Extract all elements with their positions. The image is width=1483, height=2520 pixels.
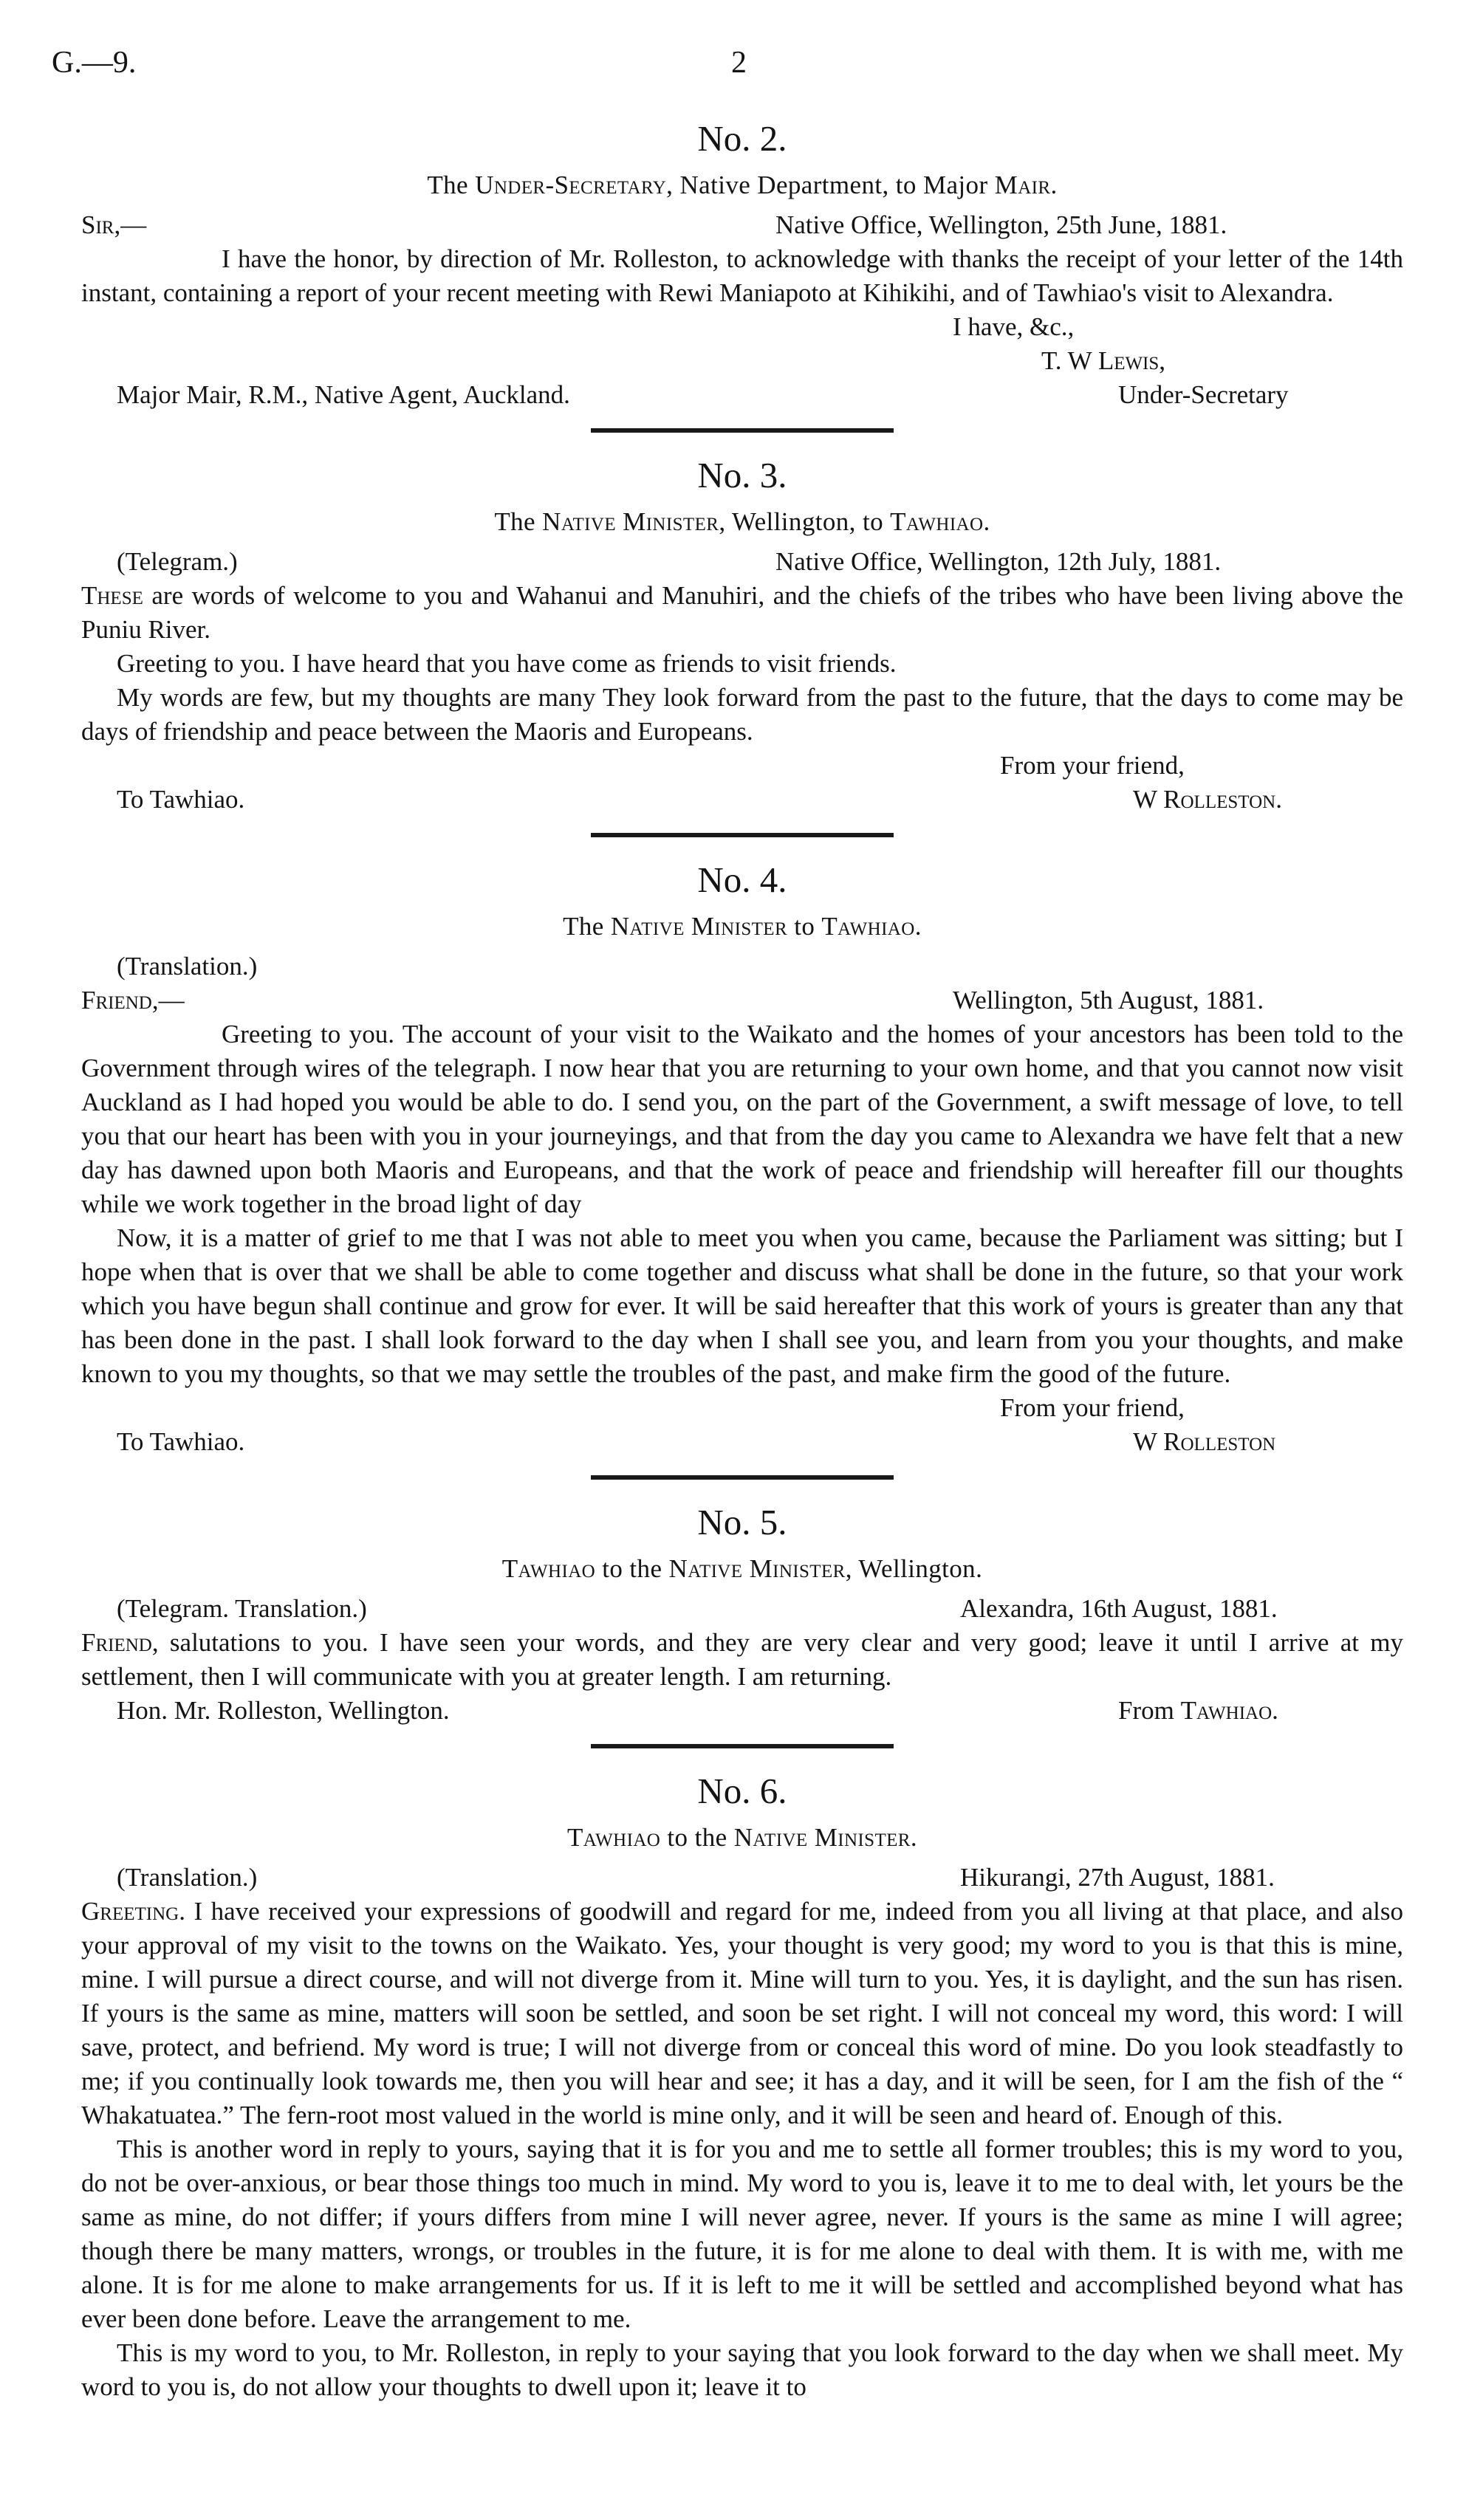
document-note: (Telegram.) — [117, 547, 238, 576]
letter-paragraph: This is my word to you, to Mr. Rolleston, in reply to your saying that you look forward to the day when we shall meet. My word to you is, do not allow your thoughts to dwell upon it; leave it to — [81, 2338, 1403, 2401]
document-note: (Translation.) — [117, 1863, 258, 1892]
section-divider — [591, 833, 894, 837]
section-no-2 — [81, 117, 1403, 433]
place-date: Hikurangi, 27th August, 1881. — [960, 1863, 1275, 1892]
section-no-3 — [81, 453, 1403, 837]
letter-paragraph: Greeting to you. The account of your visit to the Waikato and the homes of your ancestors has been told to the Government through wires of the telegraph. I now hear that you are returning to your own home, and that you cannot now visit Auckland as I had hoped you would be able to do. I send you, on the part of the Government, a swift message of love, to tell you that our heart has been with you in your journeyings, and that from the day you came to Alexandra we have felt that a new day has dawned upon both Maoris and Europeans, and that the work of peace and friendship will hereafter fill our thoughts while we work together in the broad light of day — [81, 1020, 1403, 1218]
section-number: No. 5. — [697, 1502, 787, 1542]
addressee: To Tawhiao. — [117, 785, 245, 814]
letter-paragraph: These are words of welcome to you and Wahanui and Manuhiri, and the chiefs of the tribes who have been living above the Puniu River. — [81, 581, 1403, 644]
closing: From your friend, — [1000, 751, 1185, 780]
signature: W Rolleston — [1133, 1427, 1276, 1456]
section-no-5 — [81, 1500, 1403, 1748]
section-divider — [591, 1475, 894, 1480]
letter-paragraph: Greeting. I have received your expressions of goodwill and regard for me, indeed from you all living at that place, and also your approval of my visit to the towns on the Waikato. Yes, your thought is very good; my word to you is that this is mine, mine. I will pursue a direct course, and will not diverge from it. Mine will turn to you. Yes, it is daylight, and the sun has risen. If yours is the same as mine, matters will soon be settled, and soon be set right. I will not conceal my word, this word: I will save, protect, and befriend. My word is true; I will not diverge from or conceal this word of mine. Do you look steadfastly to me; if you continually look towards me, then you will hear and see; it has a day, and it will be seen, for I am the fish of the “ Whakatuatea.” The fern-root most valued in the world is mine only, and it will be seen and heard of. Enough of this. — [81, 1897, 1403, 2129]
place-date: Alexandra, 16th August, 1881. — [960, 1594, 1278, 1623]
series-reference: G.—9. — [52, 46, 137, 80]
page-number: 2 — [731, 46, 747, 80]
letter-paragraph: This is another word in reply to yours, saying that it is for you and me to settle all former troubles; this is my word to you, do not be over-anxious, or bear those things too much in mind. My word to you is, leave it to me to deal with, let yours be the same as mine, do not differ; if yours differs from mine I will never agree, never. If yours is the same as mine I will agree; though there be many matters, wrongs, or troubles in the future, it is for me alone to deal with them. It is with me, with me alone. It is for me alone to make arrangements for us. If it is left to me it will be settled and accomplished beyond what has ever been done before. Leave the arrangement to me. — [81, 2135, 1403, 2333]
place-date: Native Office, Wellington, 25th June, 1881. — [775, 210, 1227, 239]
signature: From Tawhiao. — [1118, 1696, 1278, 1725]
section-number: No. 3. — [697, 455, 787, 495]
section-title: The Native Minister, Wellington, to Tawhiao. — [494, 507, 990, 536]
closing: From your friend, — [1000, 1393, 1185, 1422]
letter-paragraph: Friend, salutations to you. I have seen your words, and they are very clear and very good; leave it until I arrive at my settlement, then I will communicate with you at greater length. I am returning. — [81, 1628, 1403, 1691]
document-column — [81, 117, 1403, 2404]
section-number: No. 2. — [697, 118, 787, 159]
letter-paragraph: Now, it is a matter of grief to me that I was not able to meet you when you came, because the Parliament was sitting; but I hope when that is over that we shall be able to come together and discuss what shall be done in the future, so that your work which you have begun shall continue and grow for ever. It will be said hereafter that this work of yours is greater than any that has been done in the past. I shall look forward to the day when I shall see you, and learn from you your thoughts, and make known to you my thoughts, so that we may settle the troubles of the past, and make firm the good of the future. — [81, 1223, 1403, 1388]
section-title: Tawhiao to the Native Minister. — [566, 1823, 918, 1852]
document-note: (Telegram. Translation.) — [117, 1594, 367, 1623]
place-date: Native Office, Wellington, 12th July, 1881. — [775, 547, 1222, 576]
salutation: Sir,— — [81, 210, 147, 239]
section-number: No. 6. — [697, 1771, 787, 1811]
letter-paragraph: My words are few, but my thoughts are many They look forward from the past to the future, that the days to come may be days of friendship and peace between the Maoris and Europeans. — [81, 683, 1403, 746]
section-no-6 — [81, 1769, 1403, 2404]
section-title: The Under-Secretary, Native Department, to Major Mair. — [427, 171, 1058, 199]
closing: I have, &c., — [953, 312, 1075, 341]
section-title: The Native Minister to Tawhiao. — [563, 912, 922, 941]
section-divider — [591, 1744, 894, 1748]
addressee: To Tawhiao. — [117, 1427, 245, 1456]
addressee: Hon. Mr. Rolleston, Wellington. — [117, 1696, 450, 1725]
document-note: (Translation.) — [117, 952, 258, 981]
section-number: No. 4. — [697, 859, 787, 900]
section-no-4 — [81, 858, 1403, 1480]
addressee: Major Mair, R.M., Native Agent, Auckland. — [117, 380, 570, 409]
place-date: Wellington, 5th August, 1881. — [953, 986, 1264, 1014]
section-title: Tawhiao to the Native Minister, Wellington. — [501, 1554, 983, 1583]
salutation: Friend,— — [81, 986, 185, 1014]
signature: W Rolleston. — [1133, 785, 1282, 814]
signature-title: Under-Secretary — [1118, 380, 1289, 409]
signature: T. W Lewis, — [1041, 346, 1166, 375]
letter-paragraph: I have the honor, by direction of Mr. Rolleston, to acknowledge with thanks the receipt of your letter of the 14th instant, containing a report of your recent meeting with Rewi Maniapoto at Kihikihi, and of Tawhiao's visit to Alexandra. — [81, 244, 1403, 307]
letter-paragraph: Greeting to you. I have heard that you have come as friends to visit friends. — [117, 649, 897, 678]
section-divider — [591, 428, 894, 433]
